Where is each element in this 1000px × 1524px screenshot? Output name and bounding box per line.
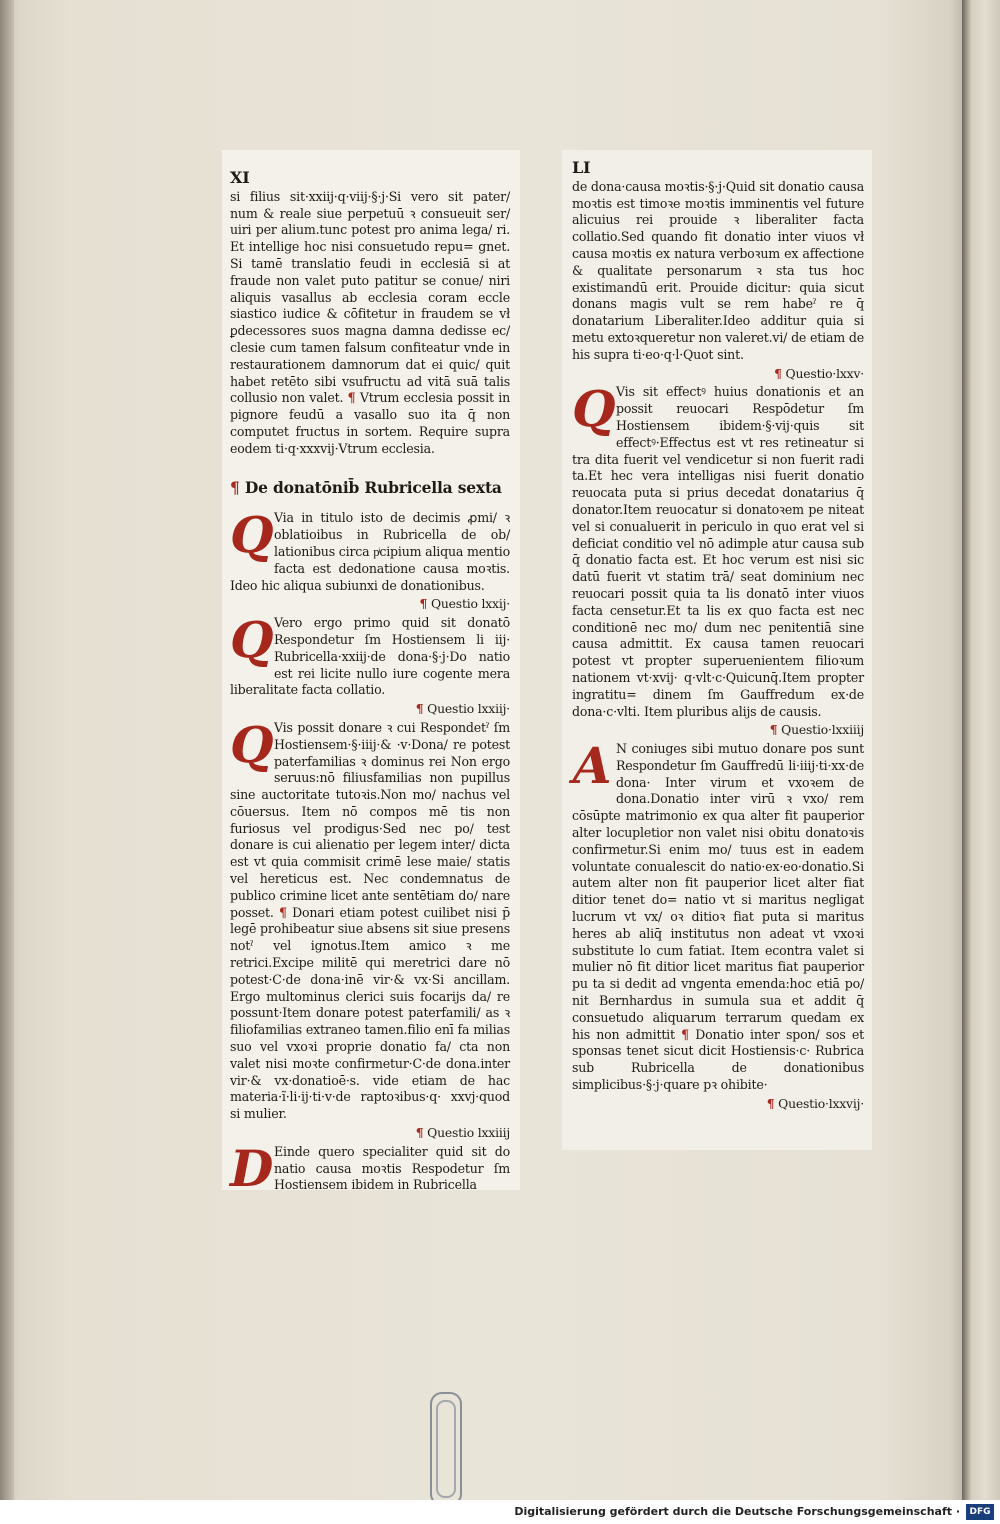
question-label: ¶ Questio lxxiiij (415, 1125, 510, 1141)
left-paragraph-3: Vero ergo primo quid sit donatō Respondetur ſm Hostiensem li iij· Rubricella·xxiij·de dona·§·j·Do natio est rei licite nullo iure cogente mera liberalitate facta collatio. (230, 615, 510, 698)
initial-letter: D (230, 1138, 274, 1198)
left-text-block (230, 714, 510, 1123)
right-paragraph-2: Vis sit effectꝰ huius donationis et an possit reuocari Respōdetur ſm Hostiensem ibidem·§·vij·quis sit effectꝰ·Effectus est vt res retineatur si tra dita fuerit vel vendicetur si non fuerit radi ta.Et hec vera intelligas nisi fuerit donatio reuocata puta si prius decedat donatarius q̄ donator.Item reuocatur si donatoꝛem pe niteat vel si conualuerit in periculo in quo erat vel si deficiat conditio vel nō adimple atur causa sub q̄ donatio facta est. Et hoc verum est nisi sic datū fuerit vt statim trā/ seat dominium nec reuocari possit quia ta lis donatō inter viuos facta censetur.Et ta lis ex quo facta est nec conditionē nec mo/ dum nec penitentiā sine causa admittit. Ex causa tamen reuocari potest vt propter superuenientem filioꝛum nationem vt·xvij· q·vlt·c·Quicunq̄.Item propter ingratitu= dinem ſm Gauffredum ex·de dona·c·vlti. Item pluribus alijs de causis. (572, 384, 864, 719)
right-text-block (572, 736, 864, 1094)
question-label: ¶ Questio lxxiij· (415, 701, 510, 717)
initial-letter: Q (230, 714, 274, 774)
right-paragraph-1: de dona·causa moꝛtis·§·j·Quid sit donatio causa moꝛtis est timoꝛe moꝛtis imminentis vel future alicuius rei prouide ꝛ liberaliter facta collatio.Sed quando fit donatio inter viuos vł causa moꝛtis ex natura verboꝛum ex affectione & qualitate personarum ꝛ sta tus hoc existimandū erit. Prouide dicitur: quia sicut donans magis vult se rem habeˀ re q̄ donatarium Liberaliter.Ideo additur quia si metu extoꝛqueretur non valeret.vi/ de etiam de his supra ti·eo·q·l·Quot sint. (572, 178, 864, 362)
section-heading-text: De donatōnib̄ Rubricella sexta (244, 477, 502, 497)
dfg-logo: DFG (966, 1504, 994, 1520)
right-text-block (572, 379, 864, 720)
left-paragraph-4-tail: Donari etiam potest cuilibet nisi p̄ legē prohibeatur siue absens sit siue presens notˀ vel ignotus.Item amico ꝛ me retrici.Excipe militē qui meretrici dare nō potest·C·de dona·inē vir·& vx·Si ancillam. Ergo multominus clerici suis focarijs da/ re possunt·Item donare potest paterfamili/ as ꝛ filiofamilias extraneo tamen.filio enī fa milias suo vel vxoꝛi proprie donatio fa/ cta non valet nisi moꝛte confirmetur·C·de dona.inter vir·& vx·donatioē·s. vide etiam de hac materia·ĩ·li·ij·ti·v·de raptoꝛibus·q· xxvj·quod si mulier. (230, 904, 510, 1122)
left-text-block (230, 505, 510, 594)
right-paragraph-3-tail: Donatio inter spon/ sos et sponsas tenet sicut dicit Hostiensis·c· Rubrica sub Rubricella de donationibus simplicibus·§·j·quare pꝛ ohibite· (572, 1026, 864, 1093)
left-paragraph-1: si filius sit·xxiij·q·viij·§·j·Si vero sit pater/ num & reale siue perpetuū ꝛ consueuit ser/ uiri per alium.tunc potest pro anima lega/ ri. Et intellige hoc nisi consuetudo repu= gnet. Si tamē translatio feudi in ecclesiā si at fraude non valet puto patitur se conue/ niri aliquis vasallus ab ecclesia coram eccle siastico iudice & cōfitetur in fraudem se vł ꝑdecessores suos magna damna dedisse ec/ clesie cum tamen falsum confiteatur vnde in restaurationem damnorum dat ei quic/ quit habet retēto sibi vsufructu ad vitā suā talis collusio non valet. (230, 188, 510, 406)
left-column (230, 170, 510, 1202)
left-paragraph-1-tail: Vtrum ecclesia possit in pignore feudū a vasallo suo ita q̄ non computet fructus in sortem. Require supra eodem ti·q·xxxvij·Vtrum ecclesia. (230, 390, 510, 456)
pilcrow-icon: ¶ (415, 701, 424, 717)
footer-bar (0, 1500, 1000, 1524)
section-heading (230, 477, 510, 497)
pilcrow-icon: ¶ (278, 904, 287, 920)
initial-letter: Q (230, 610, 274, 670)
left-paragraph-2: Via in titulo isto de decimis ꝓmi/ ꝛ oblatioibus in Rubricella de ob/ lationibus circa pͥcipium aliqua mentio facta est dedonatione causa moꝛtis. Ideo hic aliqua subiunxi de donationibus. (230, 510, 510, 593)
page-gutter-edge (0, 0, 14, 1500)
right-folio-number: LI (572, 158, 591, 177)
pilcrow-icon: ¶ (769, 722, 778, 738)
pilcrow-icon: ¶ (415, 1125, 424, 1141)
left-text-block (230, 610, 510, 699)
pilcrow-icon: ¶ (774, 365, 782, 381)
question-label: ¶ Questio·lxxiiij (769, 722, 864, 738)
initial-letter: Q (572, 379, 616, 439)
left-paragraph-5: Einde quero specialiter quid sit do natio causa moꝛtis Respodetur ſm Hostiensem ibidem in Rubricella (274, 1143, 510, 1193)
initial-letter: Q (230, 505, 274, 565)
pilcrow-icon: ¶ (230, 477, 240, 497)
pilcrow-icon: ¶ (681, 1026, 689, 1042)
question-label: ¶ Questio lxxij· (419, 596, 510, 612)
paper-clip-inner (436, 1400, 456, 1498)
left-text-block (230, 189, 510, 458)
right-text-block (572, 179, 864, 364)
left-paragraph-4: Vis possit donare ꝛ cui Respondetˀ ſm Hostiensem·§·iiij·& ·v·Dona/ re potest paterfamilias ꝛ dominus rei Non ergo seruus:nō filiusfamilias non pupillus sine auctoritate tutoꝛis.Non mo/ nachus vel cōuersus. Item nō compos mē tis non furiosus vel prodigus·Sed nec po/ test donare is cui alienatio per legem inter/ dicta est vt quia commisit crimē lese maie/ statis vel hereticus est. Nec condemnatus de publico crimine licet ante sentētiam do/ nare posset. (230, 719, 510, 920)
left-folio-number: XI (230, 168, 250, 187)
next-page-edge (962, 0, 1000, 1500)
right-paragraph-3: N coniuges sibi mutuo donare pos sunt Respondetur ſm Gauffredū li·iiij·ti·xx·de dona· Inter virum et vxoꝛem de dona.Donatio inter virū ꝛ vxo/ rem cōsūpte matrimonio ex qua alter fit pauperior alter locupletior non valet nisi obitu donatoꝛis confirmetur.Si enim mo/ tuus est in eadem voluntate conualescit do natio·ex·eo·donatio.Si autem alter non fit pauperior licet alter fiat ditior tenet do= natio vt si maritus negligat lucrum vt vx/ oꝛ ditioꝛ fiat puta si maritus heres ab aliq̄ institutus non adeat vt vxoꝛi substitute lo cum fatiat. Item econtra valet si mulier nō fit ditior licet maritus fiat pauperior pu ta si dedit ad vngenta emenda:hoc etiā po/ nit Bernhardus in sumula sua et addit q̄ consuetudo aliquarum terrarum quedam ex his non admittit (572, 741, 864, 1042)
pilcrow-icon: ¶ (347, 390, 356, 406)
footer-credit: Digitalisierung gefördert durch die Deutsche Forschungsgemeinschaft · (514, 1505, 960, 1518)
right-column (572, 160, 864, 1115)
question-label: ¶ Questio·lxxv· (774, 365, 864, 381)
pilcrow-icon: ¶ (419, 596, 428, 612)
question-label: ¶ Questio·lxxvij· (766, 1095, 864, 1111)
left-text-block (230, 1138, 510, 1198)
pilcrow-icon: ¶ (766, 1095, 775, 1111)
initial-letter: A (572, 736, 612, 796)
